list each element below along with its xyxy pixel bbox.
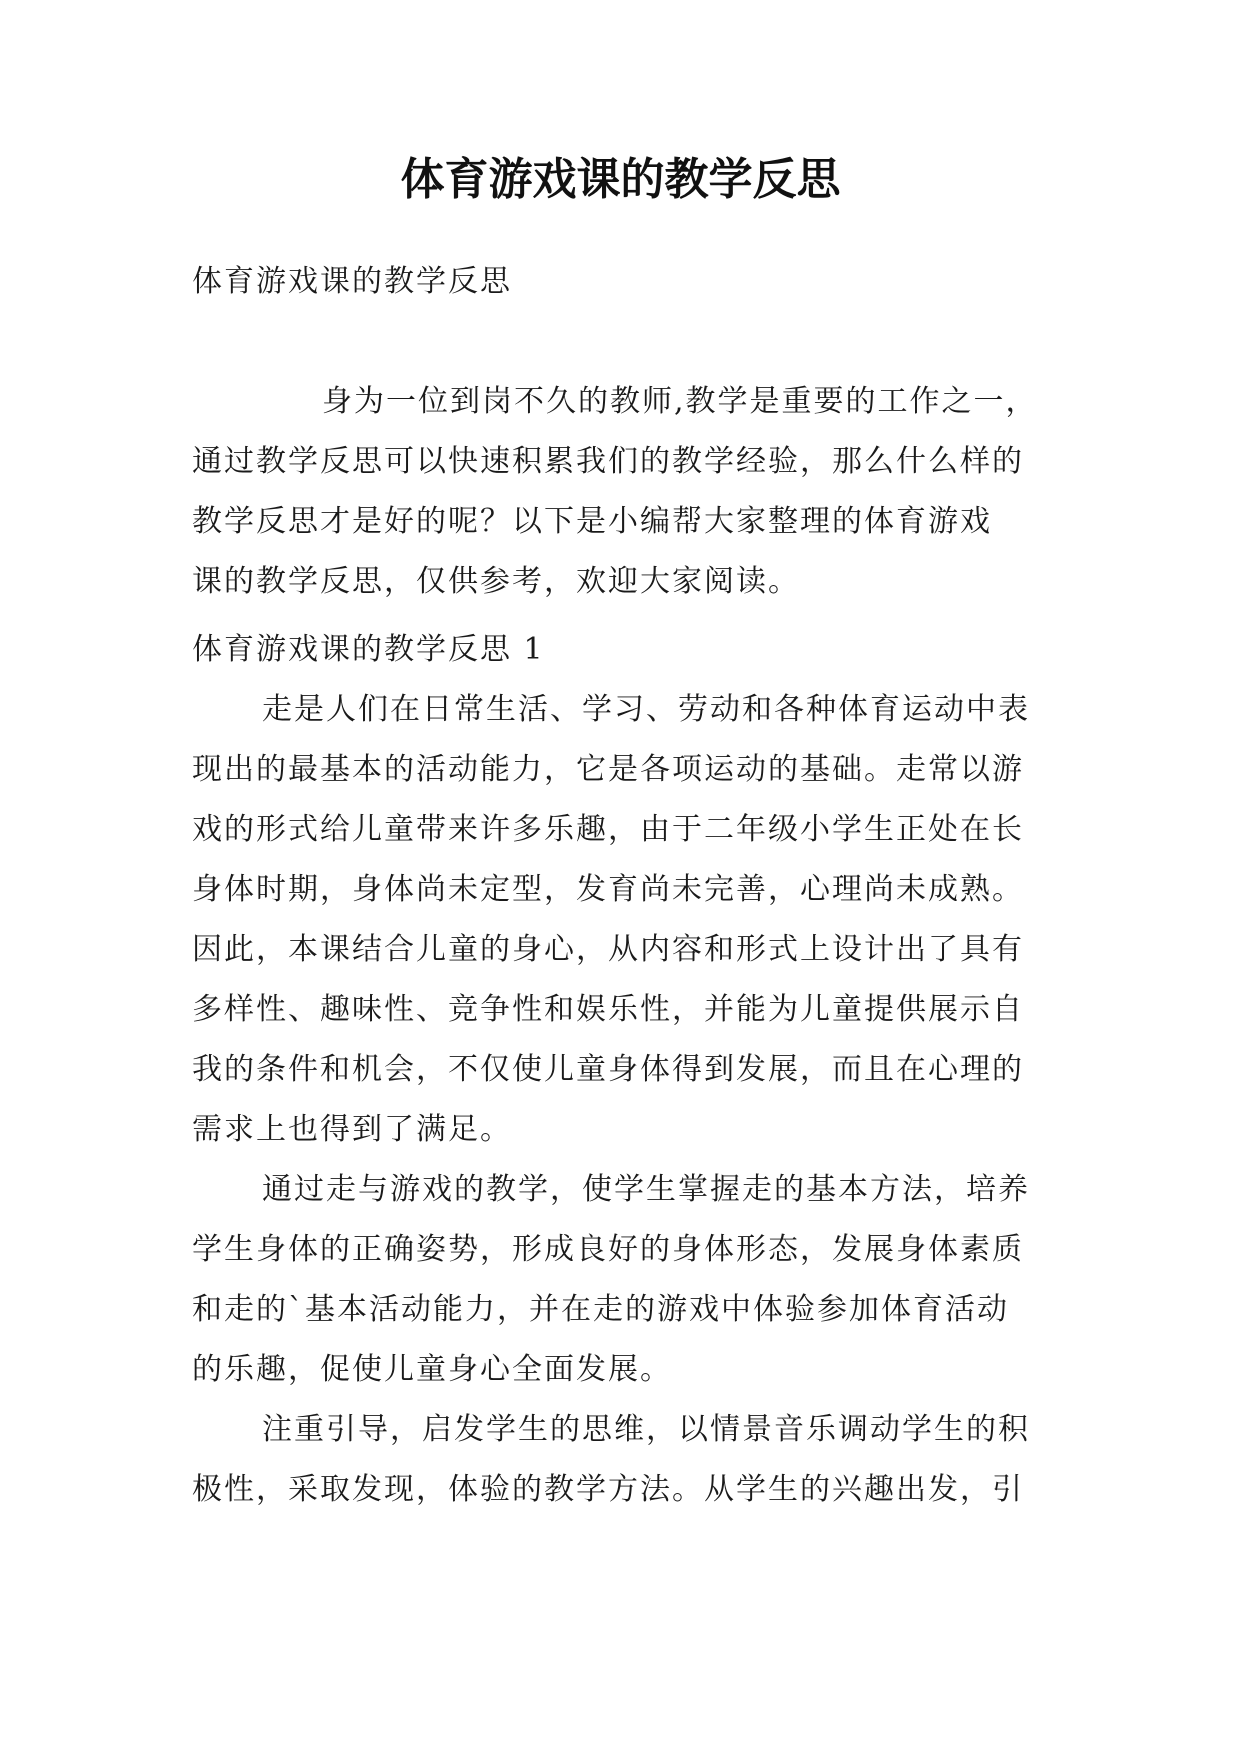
paragraph-line: 的乐趣，促使儿童身心全面发展。 <box>192 1352 672 1387</box>
intro-line: 通过教学反思可以快速积累我们的教学经验，那么什么样的 <box>192 444 1024 479</box>
paragraph-line: 走是人们在日常生活、学习、劳动和各种体育运动中表 <box>262 692 1030 727</box>
intro-line: 课的教学反思，仅供参考，欢迎大家阅读。 <box>192 564 800 599</box>
document-subtitle <box>192 252 1052 312</box>
section-heading <box>192 620 1052 680</box>
intro-line: 教学反思才是好的呢？以下是小编帮大家整理的体育游戏 <box>192 504 992 539</box>
paragraph-line: 戏的形式给儿童带来许多乐趣，由于二年级小学生正处在长 <box>192 812 1024 847</box>
paragraph-3 <box>192 1400 1052 1520</box>
subtitle-line: 体育游戏课的教学反思 <box>192 264 512 299</box>
paragraph-line: 需求上也得到了满足。 <box>192 1112 512 1147</box>
intro-paragraph <box>192 372 1052 612</box>
paragraph-line: 注重引导，启发学生的思维，以情景音乐调动学生的积 <box>262 1412 1030 1447</box>
paragraph-line: 身体时期，身体尚未定型，发育尚未完善，心理尚未成熟。 <box>192 872 1024 907</box>
paragraph-line: 极性，采取发现，体验的教学方法。从学生的兴趣出发，引 <box>192 1472 1024 1507</box>
paragraph-line: 我的条件和机会，不仅使儿童身体得到发展，而且在心理的 <box>192 1052 1024 1087</box>
paragraph-1 <box>192 680 1052 1160</box>
paragraph-line: 因此，本课结合儿童的身心，从内容和形式上设计出了具有 <box>192 932 1024 967</box>
section-heading-line: 体育游戏课的教学反思 1 <box>192 632 545 667</box>
paragraph-line: 学生身体的正确姿势，形成良好的身体形态，发展身体素质 <box>192 1232 1024 1267</box>
paragraph-line: 通过走与游戏的教学，使学生掌握走的基本方法，培养 <box>262 1172 1030 1207</box>
paragraph-line: 现出的最基本的活动能力，它是各项运动的基础。走常以游 <box>192 752 1024 787</box>
paragraph-line: 和走的`基本活动能力，并在走的游戏中体验参加体育活动 <box>192 1292 1009 1327</box>
document-title: 体育游戏课的教学反思 <box>400 154 841 205</box>
paragraph-2 <box>192 1160 1052 1400</box>
intro-line: 身为一位到岗不久的教师,教学是重要的工作之一， <box>322 384 1038 419</box>
paragraph-line: 多样性、趣味性、竞争性和娱乐性，并能为儿童提供展示自 <box>192 992 1024 1027</box>
